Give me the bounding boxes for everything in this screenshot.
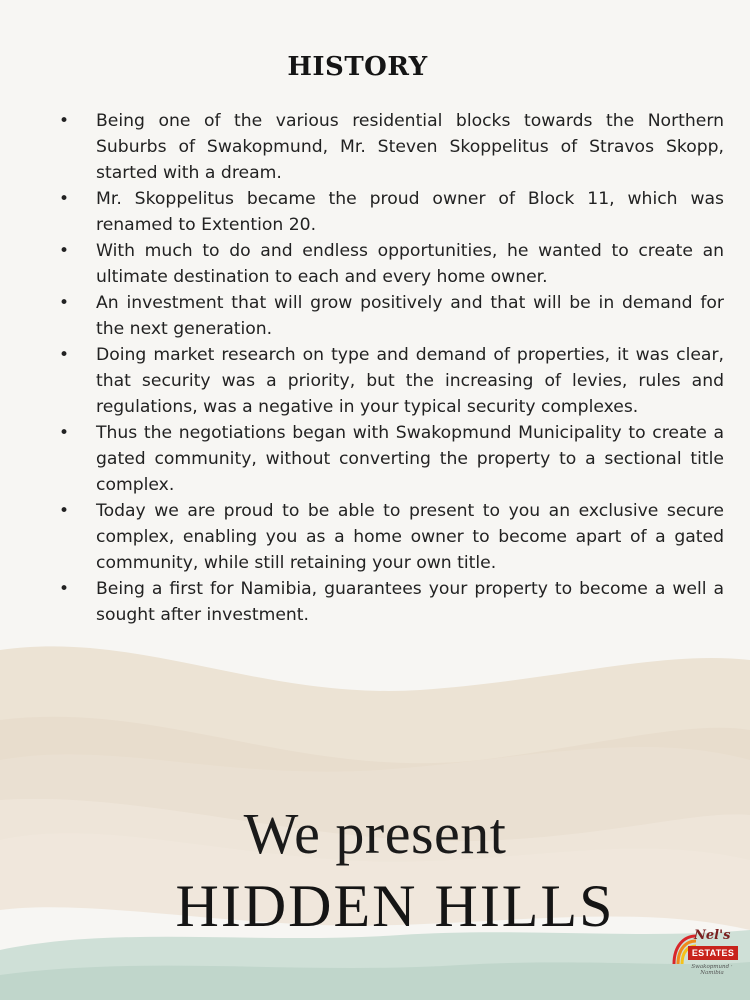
bullet-item <box>56 498 724 576</box>
bullet-text: Being a first for Namibia, guarantees your property to become a well a sought after investment. <box>96 579 724 625</box>
logo-tagline: Swakopmund · Namibia <box>691 964 733 976</box>
tagline-we-present: We present <box>243 801 507 866</box>
logo-script-text: Nel's <box>694 928 731 943</box>
bullet-item <box>56 576 724 628</box>
page-title: HISTORY <box>287 52 428 82</box>
logo-name: ESTATES <box>688 946 738 960</box>
bullet-text: With much to do and endless opportunities, he wanted to create an ultimate destination to each and every home owner. <box>96 241 724 287</box>
bullet-dot-icon: • <box>59 189 70 209</box>
bullet-text: Being one of the various residential blocks towards the Northern Suburbs of Swakopmund, Mr. Steven Skoppelitus of Stravos Skopp, started with a dream. <box>96 111 724 183</box>
bullet-item <box>56 108 724 186</box>
bullet-dot-icon: • <box>59 579 70 599</box>
bullet-dot-icon: • <box>59 241 70 261</box>
bullet-item <box>56 186 724 238</box>
bullet-dot-icon: • <box>59 501 70 521</box>
bullet-dot-icon: • <box>59 345 70 365</box>
bullet-item <box>56 342 724 420</box>
history-bullet-list <box>56 108 724 628</box>
bullet-item <box>56 290 724 342</box>
bullet-text: Today we are proud to be able to present to you an exclusive secure complex, enabling you as a home owner to become apart of a gated community, while still retaining your own title. <box>96 501 724 573</box>
bullet-dot-icon: • <box>59 293 70 313</box>
bullet-dot-icon: • <box>59 111 70 131</box>
nels-estates-logo <box>670 926 740 992</box>
bullet-item <box>56 420 724 498</box>
bullet-text: Mr. Skoppelitus became the proud owner of Block 11, which was renamed to Extention 20. <box>96 189 724 235</box>
bullet-item <box>56 238 724 290</box>
bullet-dot-icon: • <box>59 423 70 443</box>
tagline-hidden-hills: HIDDEN HILLS <box>175 873 615 939</box>
bullet-text: Thus the negotiations began with Swakopmund Municipality to create a gated community, without converting the property to a sectional title complex. <box>96 423 724 495</box>
bullet-text: Doing market research on type and demand of properties, it was clear, that security was a priority, but the increasing of levies, rules and regulations, was a negative in your typical security complexes. <box>96 345 724 417</box>
bullet-text: An investment that will grow positively and that will be in demand for the next generation. <box>96 293 724 339</box>
